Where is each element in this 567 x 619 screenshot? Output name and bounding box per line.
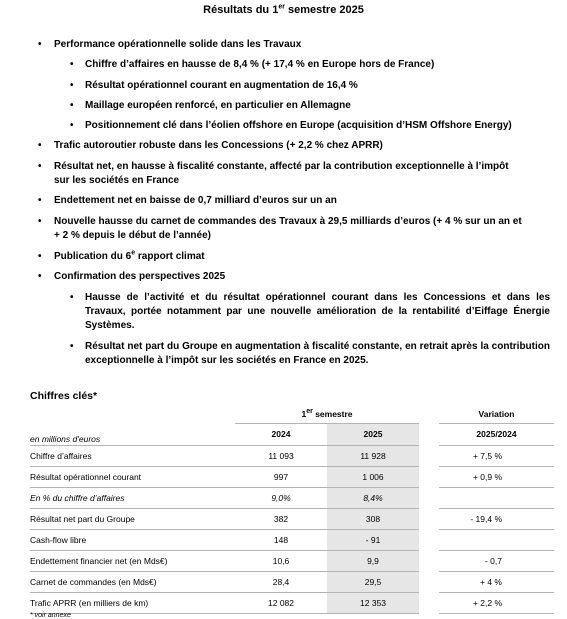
cell-2024: 148	[235, 529, 327, 550]
bullet-order-book-line2: + 2 % depuis le début de l’année)	[54, 230, 211, 241]
cell-2025: - 91	[327, 529, 419, 550]
cell-variation	[439, 529, 554, 550]
col-header-2025: 2025	[327, 424, 419, 446]
table-row	[30, 487, 554, 508]
page-title: Résultats du 1er semestre 2025	[203, 3, 364, 16]
cell-variation	[439, 487, 554, 508]
bullet-motorway-traffic: Trafic autoroutier robuste dans les Concessions (+ 2,2 % chez APRR)	[54, 140, 383, 151]
table-row	[30, 508, 554, 529]
table-row	[30, 550, 554, 571]
cell-2024: 28,4	[235, 571, 327, 592]
bullet-net-result-line1: Résultat net, en hausse à fiscalité constante, affecté par la contribution exceptionnelle à l’impôt	[54, 161, 509, 172]
sub-bullet-operating-result: Résultat opérationnel courant en augmentation de 16,4 %	[85, 80, 358, 91]
cell-2025: 1 006	[327, 466, 419, 487]
sub-bullet-dot: •	[70, 292, 74, 303]
cell-variation: - 19,4 %	[439, 508, 554, 529]
bullet-climate-report: Publication du 6e rapport climat	[54, 249, 205, 262]
cell-variation: + 2,2 %	[439, 592, 554, 613]
row-label: Résultat net part du Groupe	[30, 508, 235, 529]
row-label: Carnet de commandes (en Mds€)	[30, 571, 235, 592]
unit-label: en millions d'euros	[30, 424, 235, 446]
bullet-dot: •	[38, 251, 42, 262]
cell-2025: 11 928	[327, 445, 419, 466]
row-label: En % du chiffre d’affaires	[30, 487, 235, 508]
bullet-dot: •	[38, 195, 42, 206]
cell-2024: 9,0%	[235, 487, 327, 508]
sub-bullet-offshore-wind: Positionnement clé dans l’éolien offshore en Europe (acquisition d’HSM Offshore Energy)	[85, 120, 512, 131]
key-figures-table	[30, 405, 554, 614]
row-label: Endettement financier net (en Mds€)	[30, 550, 235, 571]
cell-2024: 12 082	[235, 592, 327, 613]
bullet-outlook: Confirmation des perspectives 2025	[54, 271, 226, 282]
cell-variation: - 0,7	[439, 550, 554, 571]
sub-bullet-group-net-result: Résultat net part du Groupe en augmentation à fiscalité constante, en retrait après la contribution exceptionnelle à l’impôt sur les sociétés en France en 2025.	[85, 341, 550, 366]
semester-header: 1er semestre	[235, 405, 419, 424]
bullet-dot: •	[38, 39, 42, 50]
cell-variation: + 4 %	[439, 571, 554, 592]
sub-bullet-dot: •	[70, 341, 74, 352]
sub-bullet-dot: •	[70, 80, 74, 91]
sub-bullet-dot: •	[70, 59, 74, 70]
table-row	[30, 445, 554, 466]
row-label: Cash-flow libre	[30, 529, 235, 550]
table-row	[30, 529, 554, 550]
table-row	[30, 592, 554, 613]
bullet-dot: •	[38, 271, 42, 282]
table-header-row-2	[30, 424, 554, 446]
cell-variation: + 0,9 %	[439, 466, 554, 487]
sub-bullet-revenue: Chiffre d’affaires en hausse de 8,4 % (+ 17,4 % en Europe hors de France)	[85, 59, 435, 70]
cell-variation: + 7,5 %	[439, 445, 554, 466]
bullet-order-book-line1: Nouvelle hausse du carnet de commandes des Travaux à 29,5 milliards d’euros (+ 4 % sur un an et	[54, 216, 522, 227]
cell-2024: 997	[235, 466, 327, 487]
section-title-key-figures: Chiffres clés*	[30, 390, 98, 402]
row-label: Chiffre d’affaires	[30, 445, 235, 466]
table-header-row-1	[30, 405, 554, 424]
bullet-dot: •	[38, 140, 42, 151]
cell-2025: 9,9	[327, 550, 419, 571]
sub-bullet-activity-growth: Hausse de l’activité et du résultat opérationnel courant dans les Concessions et dans les Travaux, portée notamment par une nouvelle amélioration de la rentabilité d’Eiffage Énergie Systèmes.	[85, 292, 550, 331]
bullet-net-result-line2: sur les sociétés en France	[54, 175, 180, 186]
cell-2025: 308	[327, 508, 419, 529]
table-row	[30, 571, 554, 592]
cell-2025: 29,5	[327, 571, 419, 592]
sub-bullet-dot: •	[70, 100, 74, 111]
bullet-dot: •	[38, 216, 42, 227]
bullet-operational-performance: Performance opérationnelle solide dans les Travaux	[54, 39, 302, 50]
sub-bullet-european-network: Maillage européen renforcé, en particulier en Allemagne	[85, 100, 351, 111]
col-header-variation: 2025/2024	[439, 424, 554, 446]
sub-bullet-dot: •	[70, 120, 74, 131]
cell-2024: 10,6	[235, 550, 327, 571]
cell-2025: 12 353	[327, 592, 419, 613]
col-header-2024: 2024	[235, 424, 327, 446]
table-row	[30, 466, 554, 487]
cell-2024: 382	[235, 508, 327, 529]
row-label: Trafic APRR (en milliers de km)	[30, 592, 235, 613]
footnote: * voir annexe	[30, 612, 71, 619]
cell-2024: 11 093	[235, 445, 327, 466]
bullet-dot: •	[38, 161, 42, 172]
cell-2025: 8,4%	[327, 487, 419, 508]
variation-header: Variation	[439, 405, 554, 424]
row-label: Résultat opérationnel courant	[30, 466, 235, 487]
bullet-net-debt: Endettement net en baisse de 0,7 milliard d’euros sur un an	[54, 195, 337, 206]
